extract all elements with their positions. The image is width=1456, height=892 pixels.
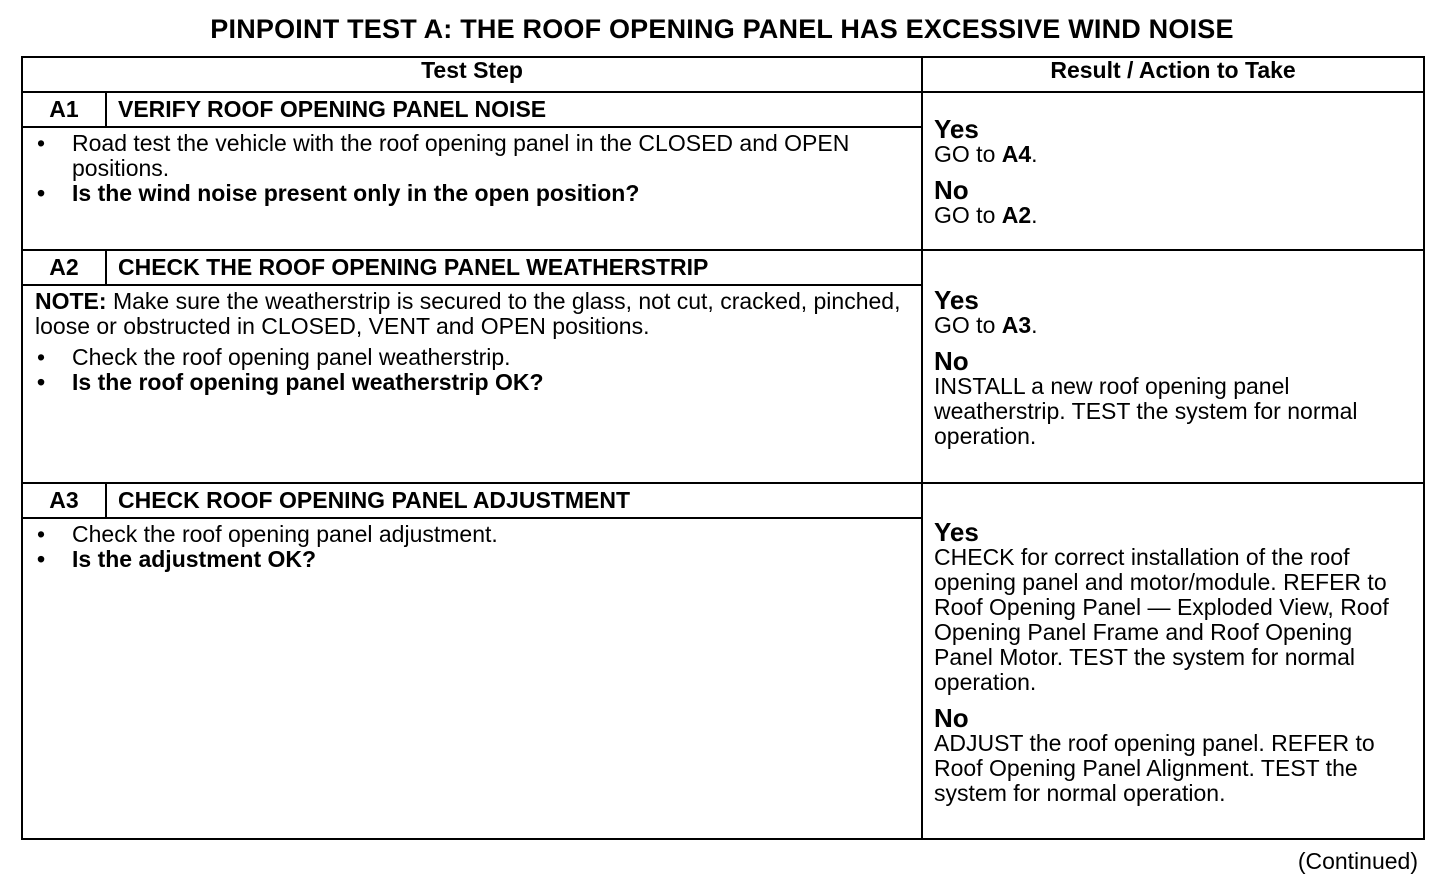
step-id: A3 bbox=[22, 483, 106, 518]
yes-label: Yes bbox=[934, 114, 979, 144]
yes-label: Yes bbox=[934, 516, 979, 547]
step-title: CHECK THE ROOF OPENING PANEL WEATHERSTRIP bbox=[106, 250, 922, 285]
bullet-question: • Is the adjustment OK? bbox=[72, 547, 911, 572]
step-note bbox=[35, 289, 911, 339]
yes-label: Yes bbox=[934, 284, 979, 315]
table-header-row bbox=[22, 57, 1424, 92]
pinpoint-test-table bbox=[21, 56, 1425, 840]
step-a1-title-row bbox=[22, 92, 1424, 127]
continued-label: (Continued) bbox=[1297, 848, 1418, 874]
step-id: A1 bbox=[22, 92, 106, 127]
step-a3-title-row bbox=[22, 483, 1424, 518]
step-body bbox=[22, 127, 922, 250]
header-result: Result / Action to Take bbox=[922, 57, 1424, 92]
yes-action: CHECK for correct installation of the roof opening panel and motor/module. REFER to Roof Opening Panel — Exploded View, Roof Opening Panel Frame and Roof Opening Panel Motor. TEST the system for normal operation. bbox=[934, 543, 1389, 695]
step-a3-result bbox=[922, 483, 1424, 839]
no-action: ADJUST the roof opening panel. REFER to Roof Opening Panel Alignment. TEST the system for normal operation. bbox=[934, 729, 1375, 806]
note-text: Make sure the weatherstrip is secured to the glass, not cut, cracked, pinched, loose or obstructed in CLOSED, VENT and OPEN positions. bbox=[35, 288, 901, 339]
bullet-item: • Road test the vehicle with the roof opening panel in the CLOSED and OPEN positions. bbox=[72, 131, 911, 181]
bullet-item: • Check the roof opening panel adjustment. bbox=[72, 522, 911, 547]
header-test-step: Test Step bbox=[22, 57, 922, 92]
step-a2-title-row bbox=[22, 250, 1424, 285]
yes-action: GO to A3. bbox=[934, 311, 1038, 338]
no-label: No bbox=[934, 702, 969, 733]
step-body bbox=[22, 285, 922, 483]
step-bullets bbox=[35, 345, 911, 395]
step-title: VERIFY ROOF OPENING PANEL NOISE bbox=[106, 92, 922, 127]
step-a1-result bbox=[922, 92, 1424, 250]
step-bullets bbox=[35, 522, 911, 572]
bullet-item: • Check the roof opening panel weatherstrip. bbox=[72, 345, 911, 370]
step-id: A2 bbox=[22, 250, 106, 285]
step-title: CHECK ROOF OPENING PANEL ADJUSTMENT bbox=[106, 483, 922, 518]
no-action: GO to A2. bbox=[934, 202, 1038, 228]
no-action: INSTALL a new roof opening panel weatherstrip. TEST the system for normal operation. bbox=[934, 372, 1358, 449]
no-label: No bbox=[934, 175, 969, 205]
step-a2-result bbox=[922, 250, 1424, 483]
bullet-question: • Is the roof opening panel weatherstrip OK? bbox=[72, 370, 911, 395]
no-label: No bbox=[934, 345, 969, 376]
step-body bbox=[22, 518, 922, 839]
step-bullets bbox=[35, 131, 911, 206]
yes-action: GO to A4. bbox=[934, 141, 1038, 167]
bullet-question: • Is the wind noise present only in the open position? bbox=[72, 181, 911, 206]
page-title: PINPOINT TEST A: THE ROOF OPENING PANEL HAS EXCESSIVE WIND NOISE bbox=[210, 14, 1234, 44]
note-label: NOTE: bbox=[35, 288, 107, 314]
